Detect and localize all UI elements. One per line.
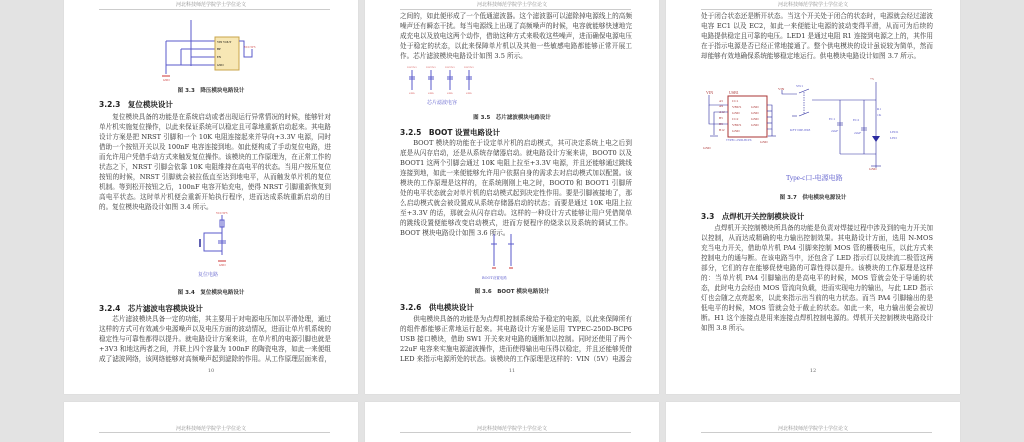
figure-3-4-reset-circuit — [64, 205, 358, 285]
svg-text:VBUS: VBUS — [732, 105, 742, 109]
svg-text:GND: GND — [217, 63, 224, 67]
page-10 — [64, 0, 358, 394]
svg-text:B12: B12 — [719, 128, 725, 132]
page-header: 河北科技师范学院学士学位论文 — [175, 2, 246, 8]
page-number: 12 — [809, 368, 817, 374]
svg-text:A9: A9 — [719, 104, 724, 108]
section-3-2-3-body — [99, 112, 331, 212]
figure-3-4-caption: 图 3.4 复位模块电路设计 — [177, 290, 245, 296]
svg-text:VCC3V3: VCC3V3 — [426, 66, 436, 69]
page-12 — [666, 0, 960, 394]
svg-text:GND: GND — [732, 111, 740, 115]
page-header: 河北科技师范学院学士学位论文 — [777, 426, 848, 432]
svg-text:GND: GND — [751, 105, 759, 109]
ec2: EC2 — [853, 118, 860, 122]
net-gnd: GND — [869, 167, 877, 171]
section-3-2-6-body — [400, 314, 632, 364]
header-rule — [701, 432, 932, 433]
figure-3-3-buck-circuit — [64, 12, 358, 92]
paragraph: BOOT 模块的功能在于设定单片机的启动模式，其可决定系统上电之后到底是从闪存启动，还是从系统存储器启动。就电路设计方案来讲，BOOT0 以及 BOOT1 这两个引脚会通过 10K 电阻上拉至+3.3V 电源，并且还能够通过跳线连接到地，如此一来便能够允许用户依据自身的需求去对启动模式加以配置。该模块的工作原理是这样的，在系统刚刚上电之时，BOOT0 和 BOOT1 引脚所处的电平状态就会对单片机的启动模式起到决定性作用。要是引脚被接地了，那么启动模式就会被设置成从系统存储器启动的状态；而要是通过 10K 电阻上拉至+3.3V 的话，那就会从闪存启动。这样的一种设计方式能够让用户凭借简单的跳线设置便能够改变启动模式，进而方便程序的烧录以及系统的调试工作。BOOT 模块电路设计如图 3.6 所示。 — [400, 139, 632, 237]
r1: R1 — [877, 107, 882, 111]
svg-text:VCC3V3: VCC3V3 — [407, 66, 417, 69]
section-3-2-6-heading: 3.2.6 供电模块设计 — [400, 303, 474, 312]
led1: LED1 — [890, 130, 899, 134]
svg-text:CC2: CC2 — [732, 117, 739, 121]
paragraph: 复位模块具备的功能是在系统启动或者出现运行异常情况的时候，能够针对单片机实施复位操作，以此来保证系统可以稳定且可靠地重新启动起来。其电路设计方案是把 NRST 引脚和一个 10K 电阻连接起来并导向+3.3V 电源，同时借助一个按钮开关以及 100nF 电容连接到地。如此便构成了手动复位电路，进而允许用户凭借手动方式来触发复位操作。该模块的工作原理为，在正常工作的状态之下，NRST 引脚会依靠 10K 电阻维持在高电平的状态。当用户按压复位按钮的时候，NRST 引脚就会被拉低直至达到地电平，从而触发单片机的复位机制。等到松开按钮之后，100nF 电容开始充电，使得 NRST 引脚重新恢复到高电平状态。这时单片机便会重新开始执行程序，进而达成系统重新启动的目的。复位模块电路设计如图 3.4 所示。 — [99, 113, 331, 211]
svg-text:B9: B9 — [719, 122, 723, 126]
page-14 — [365, 402, 659, 442]
header-rule — [99, 9, 330, 10]
figure-3-6-caption: 图 3.6 BOOT 模块电路设计 — [474, 289, 550, 295]
svg-text:GND: GND — [447, 92, 453, 95]
svg-text:BP: BP — [217, 47, 221, 51]
svg-text:A12: A12 — [719, 110, 725, 114]
svg-text:VCC3V3: VCC3V3 — [216, 211, 228, 215]
page-11 — [365, 0, 659, 394]
svg-text:GND: GND — [760, 140, 768, 144]
paragraph: 供电模块具备的功能是为点焊机控制系统给予稳定的电源，以此来保障所有的组件都能够正常地运行起来。其电路设计方案是运用 TYPEC-250D-BCP6 USB 接口模块，借助 SW1 开关来对电路的通断加以控制。同时还使用了两个 22uF 电容来实施电源滤波操作，进而使得输出电压得以稳定，并且还能够凭借 LED 来指示电源所处的状态。该模块的工作原理是这样的：VIN（5V）电源会 — [400, 315, 632, 363]
net-vin: VIN — [706, 90, 714, 95]
figure-3-7-caption: 图 3.7 供电模块电源设计 — [779, 195, 847, 201]
page-12-intro — [701, 11, 933, 61]
header-rule — [99, 432, 330, 433]
figure-3-5-filter-capacitors — [365, 63, 659, 108]
section-3-2-5-heading: 3.2.5 BOOT 设置电路设计 — [400, 128, 501, 137]
page-13 — [64, 402, 358, 442]
svg-text:VCC3V3: VCC3V3 — [464, 66, 474, 69]
figure-3-6-label: BOOT设置电路 — [482, 276, 507, 280]
section-3-3-heading: 3.3 点焊机开关控制模块设计 — [701, 212, 805, 221]
header-rule — [701, 9, 932, 10]
header-rule — [400, 432, 631, 433]
usb-ref: USB1 — [729, 90, 739, 95]
svg-text:GND: GND — [466, 92, 472, 95]
svg-text:B5: B5 — [719, 116, 723, 120]
page-number: 10 — [207, 368, 215, 374]
figure-3-5-label: 芯片滤波电容 — [427, 100, 458, 106]
ec2-value: 22uF — [854, 131, 862, 135]
page-header: 河北科技师范学院学士学位论文 — [175, 426, 246, 432]
section-3-2-4-heading: 3.2.4 芯片滤波电容模块设计 — [99, 304, 203, 313]
page-number: 11 — [508, 368, 516, 374]
usb-part: TYPEC-250D-BCP6 — [726, 138, 752, 142]
section-3-2-4-body — [99, 314, 331, 364]
net-vin-2: VIN — [778, 87, 785, 91]
led1-value: LED — [890, 136, 897, 140]
svg-text:CC1: CC1 — [732, 99, 739, 103]
paragraph: 芯片滤波模块具备一定的功能，其主要用于对电源电压加以平滑处理，通过这样的方式可有效减少电源噪声以及电压方面的波动情况，进而让单片机系统的稳定性与可靠性都得以提升。就电路设计方案来讲，在单片机的电源引脚也就是+3V3 和地这两者之间，并联上四个容量为 100nF 的陶瓷电容，如此一来便组成了滤波网络，该网络能够对高频噪声起到滤除的作用。从工作原理层面来看， — [99, 315, 331, 363]
switch-ref: SW1 — [796, 84, 803, 88]
ec1: EC1 — [829, 117, 836, 121]
paragraph: 处于闭合状态还是断开状态。当这个开关处于闭合的状态时，电源就会经过滤波电容 EC1 以及 EC2，如此一来便能让电源的波动变得平滑，从而可为后续的电路提供稳定且可靠的电压。LED1 是通过电阻 R1 连接到电源之上的，其作用在于指示电源是否已经正常地接通了。整个供电模块的设计虽说较为简单，然而却能够有效地确保系统能够稳定地运行。供电模块电路设计如图 3.7 所示。 — [701, 12, 933, 60]
svg-text:GND: GND — [751, 123, 759, 127]
svg-text:GND: GND — [751, 111, 759, 115]
ec1-value: 22uF — [831, 129, 839, 133]
svg-text:VCC3V3: VCC3V3 — [244, 45, 256, 49]
svg-text:GND: GND — [751, 117, 759, 121]
page-11-intro — [400, 11, 632, 63]
figure-3-6-boot-circuit — [365, 228, 659, 283]
figure-3-5-caption: 图 3.5 芯片滤波模块电路设计 — [473, 115, 551, 121]
page-header: 河北科技师范学院学士学位论文 — [777, 2, 848, 8]
svg-text:GND: GND — [219, 263, 226, 267]
switch-part: KFT DIP-8X8 — [790, 128, 811, 132]
section-3-2-3-heading: 3.2.3 复位模块设计 — [99, 100, 173, 109]
svg-text:GND: GND — [703, 146, 711, 150]
header-rule — [400, 9, 631, 10]
svg-text:GND: GND — [163, 78, 170, 82]
paragraph: 点焊机开关控制模块所具备的功能是负责对焊接过程中涉及到的电力开关加以控制，从而达成精确的电力输出控制效果。其电路设计方面，选用 N-MOS 充当电力开关，借助单片机 PA4 引脚来控制 MOS 管的栅极电压，以此方式来控制电力的通与断。在该电路当中，还包含了 LED 指示灯以及续流二极管这两部分，它们的存在能够促使电路的可靠性得以提升。该模块的工作原理是这样的：当单片机 PA4 引脚输出的是高电平的时候，MOS 管就会处于导通的状态，此时电力会经由 MOS 管流向负载，进而实现电力的输出，与此 LED 指示灯也会随之点亮起来，以此来指示出当前的电力状态。而当 PA4 引脚输出的是低电平的时候，MOS 管就会处于截止的状态。如此一来，电力输出便会被切断。H1 这个连接点是用来连接点焊机控制电源的。焊机开关控制模块电路设计如图 3.8 所示。 — [701, 224, 933, 332]
svg-text:VCC3V3: VCC3V3 — [445, 66, 455, 69]
figure-3-4-label: 复位电路 — [198, 272, 219, 278]
figure-3-7-label: Type-c口-电源电路 — [786, 174, 843, 182]
page-header: 河北科技师范学院学士学位论文 — [476, 2, 547, 8]
page-header: 河北科技师范学院学士学位论文 — [476, 426, 547, 432]
svg-text:EN: EN — [217, 55, 221, 59]
svg-text:GND: GND — [732, 129, 740, 133]
svg-text:VBUS: VBUS — [732, 123, 742, 127]
svg-text:GND: GND — [428, 92, 434, 95]
figure-3-3-caption: 图 3.3 降压模块电路设计 — [177, 88, 245, 94]
svg-text:A5: A5 — [719, 99, 724, 103]
section-3-2-5-body — [400, 138, 632, 238]
svg-text:GND: GND — [409, 92, 415, 95]
svg-text:VIN VOUT: VIN VOUT — [217, 40, 232, 44]
figure-3-7-power-circuit — [666, 72, 960, 187]
section-3-3-body — [701, 223, 933, 333]
net-plus5: +5 — [870, 77, 874, 81]
r1-value: 1K — [877, 113, 882, 117]
page-15 — [666, 402, 960, 442]
paragraph: 之间的，如此便形成了一个低通滤波器。这个滤波器可以滤除掉电源线上的高频噪声还有瞬态干扰。每当电源线上出现了高频噪声的时候，电容就能够快速地完成充电以及放电这两个动作，借助这种方式来吸收这些噪声，进而确保电源电压处于稳定的状态，以此来保障单片机以及其他一些敏感电路都能够正常开展工作。芯片滤波模块电路设计如图 3.5 所示。 — [400, 12, 632, 60]
